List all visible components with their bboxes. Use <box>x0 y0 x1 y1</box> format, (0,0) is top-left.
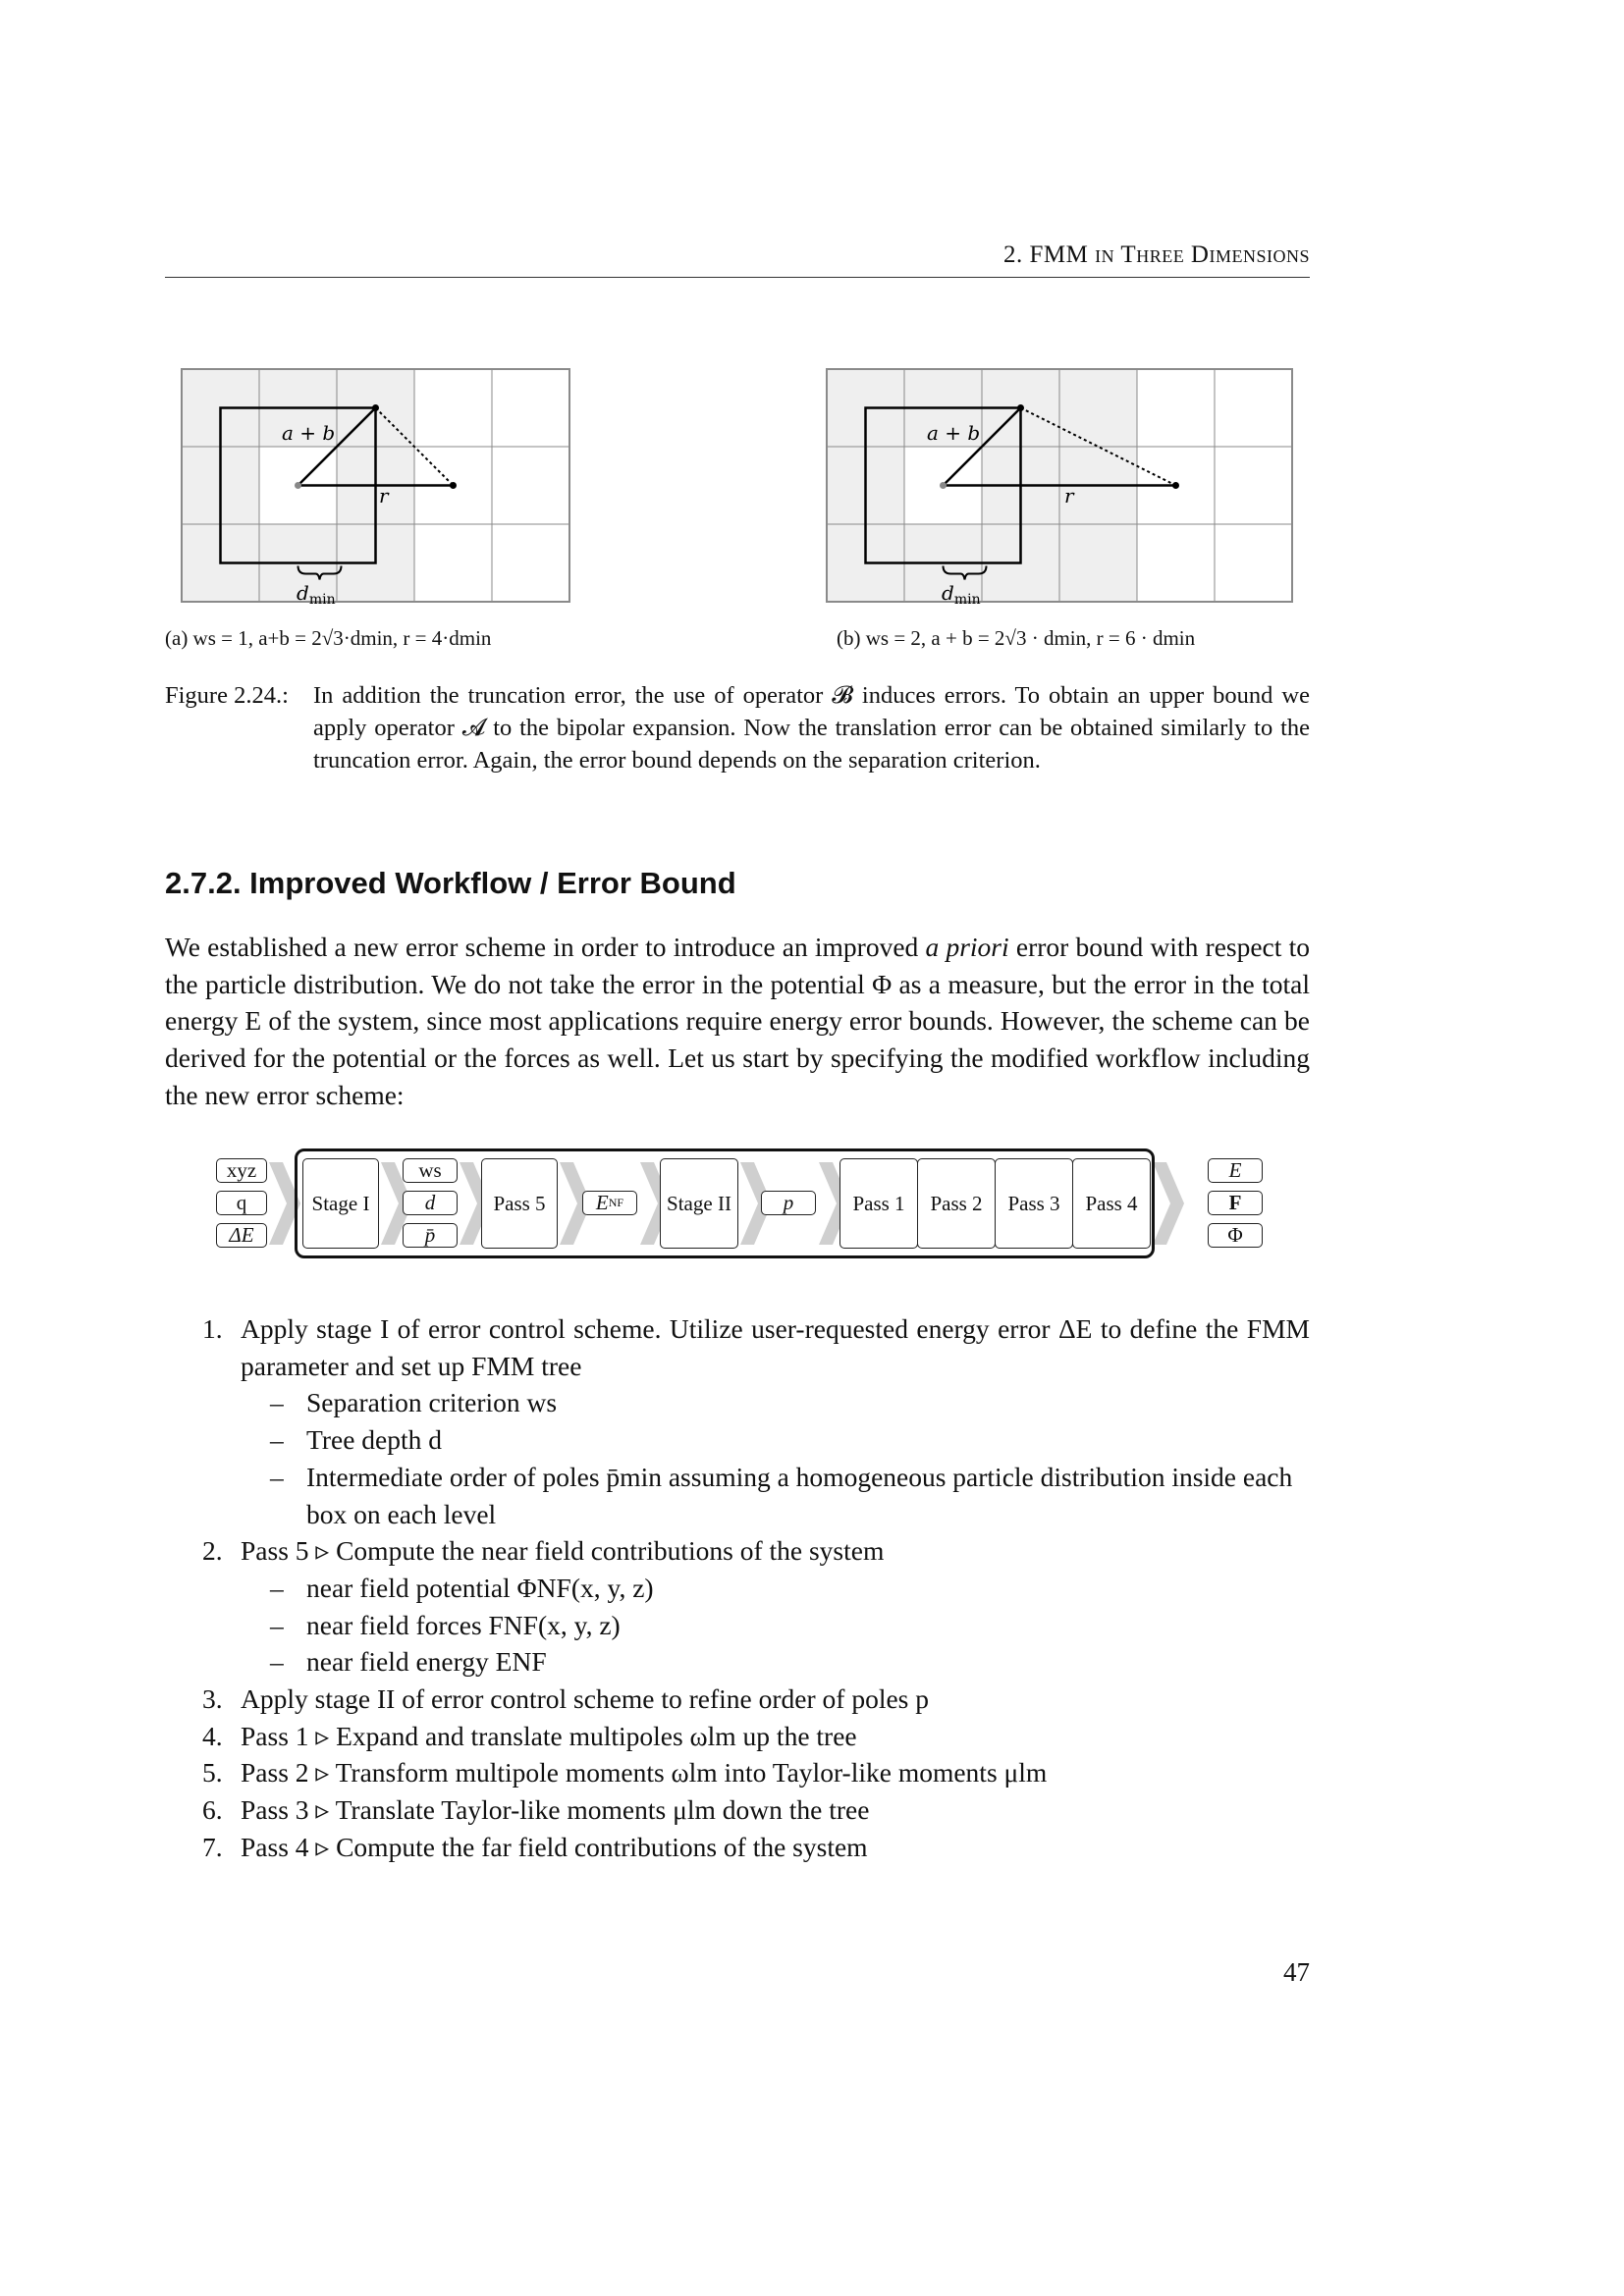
chapter-title: FMM in Three Dimensions <box>1029 241 1310 268</box>
stage-1: Stage I <box>302 1158 379 1249</box>
label-dmin: $d_{min}$ <box>297 581 336 606</box>
figure-label: Figure 2.24.: <box>165 682 289 709</box>
label-a-plus-b: a + b <box>927 421 981 445</box>
input-q: q <box>216 1191 267 1215</box>
label-a-plus-b: a + b <box>282 421 336 445</box>
param-p: p <box>761 1191 816 1215</box>
header-rule <box>165 277 1310 278</box>
sub-list-item: – Intermediate order of poles p̄min assuming a homogeneous particle distribution inside each box on each level <box>270 1461 1293 1529</box>
sub-list-item: – Tree depth d <box>270 1424 442 1456</box>
list-item: 1. Apply stage I of error control scheme. Utilize user-requested energy error ΔE to define the FMM parameter and set up FMM tree <box>202 1313 1310 1381</box>
label-r: r <box>1064 484 1074 507</box>
list-item: 4. Pass 1 ▹ Expand and translate multipoles ωlm up the tree <box>202 1720 857 1751</box>
caption-text: In addition the truncation error, the use of operator 𝓑 induces errors. To obtain an upper bound we apply operator 𝓐 to the bipolar expansion. Now the translation error can be obtained similarly to the truncation error. Again, the error bound depends on the separation criterion. <box>313 682 1310 774</box>
figure-b-diagram <box>826 368 1297 606</box>
figure-a-diagram <box>181 368 573 606</box>
e-nf: E NF <box>582 1191 637 1215</box>
label-dmin: $d_{min}$ <box>942 581 981 606</box>
list-item: 2. Pass 5 ▹ Compute the near field contributions of the system <box>202 1535 885 1567</box>
stage-2: Stage II <box>660 1158 738 1249</box>
pass-1: Pass 1 <box>839 1158 918 1249</box>
list-item: 7. Pass 4 ▹ Compute the far field contributions of the system <box>202 1831 868 1862</box>
running-header <box>165 241 1310 269</box>
label-r: r <box>379 484 389 507</box>
page-number: 47 <box>1283 1957 1310 1987</box>
subcaption-b: (b) ws = 2, a + b = 2√3 · dmin, r = 6 · dmin <box>837 626 1196 650</box>
sub-list-item: – near field forces FNF(x, y, z) <box>270 1609 621 1640</box>
param-p-bar: p̄ <box>403 1223 458 1248</box>
output-forces: F <box>1208 1191 1263 1215</box>
param-ws: ws <box>403 1158 458 1183</box>
sub-list-item: – near field potential ΦNF(x, y, z) <box>270 1572 654 1603</box>
chapter-number: 2. <box>1003 241 1023 268</box>
list-item: 6. Pass 3 ▹ Translate Taylor-like moments μlm down the tree <box>202 1794 870 1826</box>
pass-5: Pass 5 <box>481 1158 558 1249</box>
body-paragraph: We established a new error scheme in order to introduce an improved a priori error bound with respect to the particle distribution. We do not take the error in the potential Φ as a measure, but the error in the total energy E of the system, since most applications require energy error bounds. However, the scheme can be derived for the potential or the forces as well. Let us start by specifying the modified workflow including the new error scheme: <box>165 932 1310 1110</box>
sub-list-item: – near field energy ENF <box>270 1646 547 1678</box>
pass-2: Pass 2 <box>917 1158 996 1249</box>
workflow-diagram <box>214 1148 1265 1258</box>
output-potential: Φ <box>1208 1223 1263 1248</box>
list-item: 5. Pass 2 ▹ Transform multipole moments ωlm into Taylor-like moments μlm <box>202 1757 1048 1789</box>
input-xyz: xyz <box>216 1158 267 1183</box>
input-delta-e: ΔE <box>216 1223 267 1248</box>
sub-list-item: – Separation criterion ws <box>270 1387 558 1418</box>
section-heading: 2.7.2. Improved Workflow / Error Bound <box>165 866 736 900</box>
list-item: 3. Apply stage II of error control scheme to refine order of poles p <box>202 1683 929 1715</box>
output-energy: E <box>1208 1158 1263 1183</box>
param-d: d <box>403 1191 458 1215</box>
figure-caption <box>165 679 1310 776</box>
pass-4: Pass 4 <box>1072 1158 1151 1249</box>
subcaption-a: (a) ws = 1, a+b = 2√3·dmin, r = 4·dmin <box>165 626 492 650</box>
pass-3: Pass 3 <box>995 1158 1073 1249</box>
workflow-steps-list <box>165 1310 1310 1866</box>
